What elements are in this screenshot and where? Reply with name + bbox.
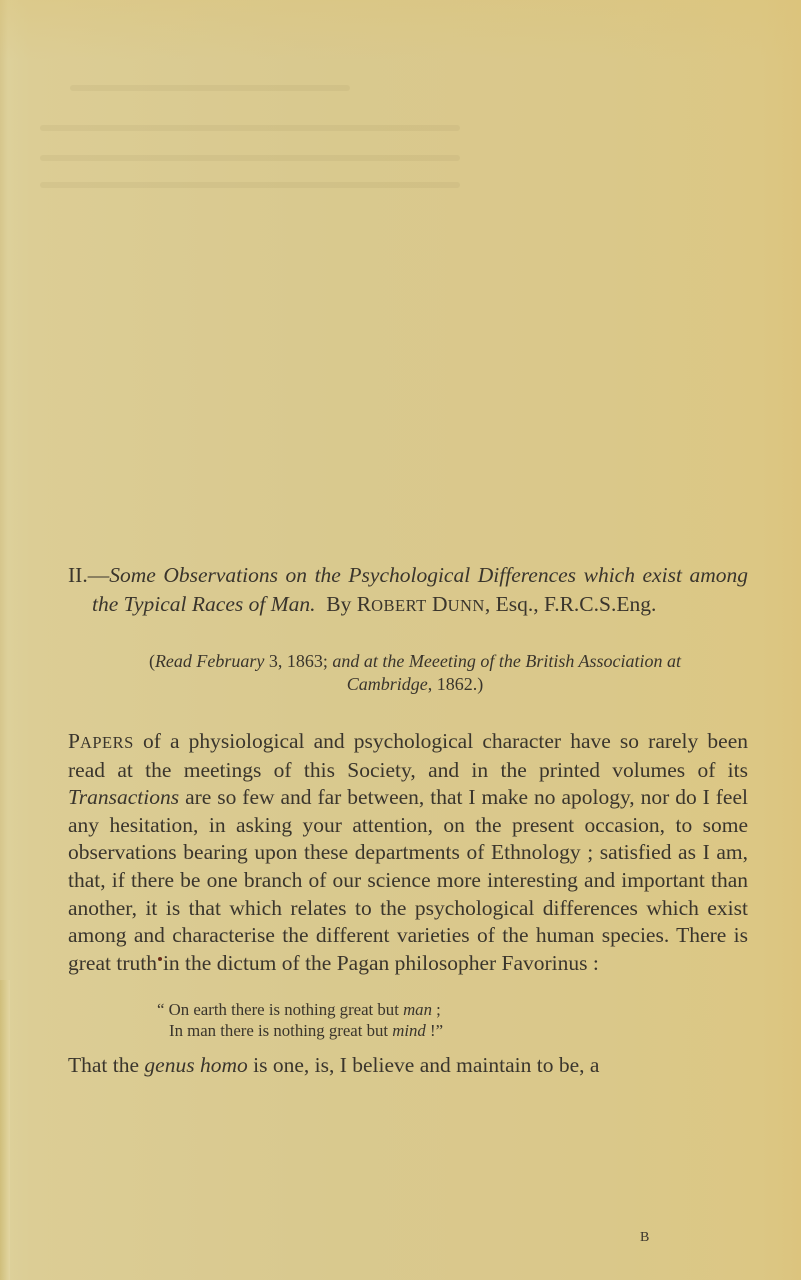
read-note: (Read February 3, 1863; and at the Meeeting of the British Association at Cambridge, 1862.) xyxy=(148,651,682,694)
meeting-place: Cambridge xyxy=(346,674,428,694)
signature-mark: B xyxy=(640,1230,650,1245)
article-heading xyxy=(68,561,748,620)
bleed-through-text xyxy=(70,85,350,91)
quote-line-1: “ On earth there is nothing great but man ; xyxy=(157,999,441,1019)
dropcap-initial: P xyxy=(68,729,80,753)
bleed-through-text xyxy=(40,182,460,188)
article-number: II. xyxy=(68,563,88,587)
transactions-title: Transactions xyxy=(68,785,180,810)
author-name: ROBERT DUNN xyxy=(356,592,485,616)
meeting-text: and at the Meeeting of the British Association at xyxy=(332,651,682,671)
read-date-label: Read February xyxy=(154,651,265,671)
genus-homo: genus homo xyxy=(144,1052,248,1077)
bleed-through-text xyxy=(40,125,460,131)
page-top-shading xyxy=(0,0,801,60)
author-credentials: , Esq., F.R.C.S.Eng. xyxy=(484,592,657,616)
quote-line-2: In man there is nothing great but mind !” xyxy=(169,1021,444,1041)
article-title: Some Observations on the Psychological Differences which exist among the Typical Races of Man. xyxy=(92,563,748,616)
by-label: By xyxy=(326,592,352,616)
read-date: 3, 1863; xyxy=(264,651,333,671)
body-paragraph: PAPERS of a physiological and psychological character have so rarely been read at the meetings of this Society, and in the printed volumes of its Transactions are so few and far between, that I make no apology, nor do I feel any hesitation, in asking your attention, on the present occasion, to some observations bearing upon these departments of Ethnology ; satisfied as I am, that, if there be one branch of our science more interesting and important than another, it is that which relates to the psychological differences which exist among and characterise the different varieties of the human species. There is great truth in the dictum of the Pagan philosopher Favorinus : xyxy=(68,729,748,975)
favorinus-quote xyxy=(68,999,748,1042)
bleed-through-text xyxy=(40,155,460,161)
dropcap-rest: APERS xyxy=(79,733,134,752)
page-left-edge xyxy=(0,980,10,1280)
closing-line: That the genus homo is one, is, I believe and maintain to be, a xyxy=(68,1052,600,1077)
page-content xyxy=(68,561,748,1079)
ink-blot xyxy=(158,957,162,961)
title-dash: — xyxy=(87,563,110,587)
meeting-year: , 1862.) xyxy=(427,674,484,694)
